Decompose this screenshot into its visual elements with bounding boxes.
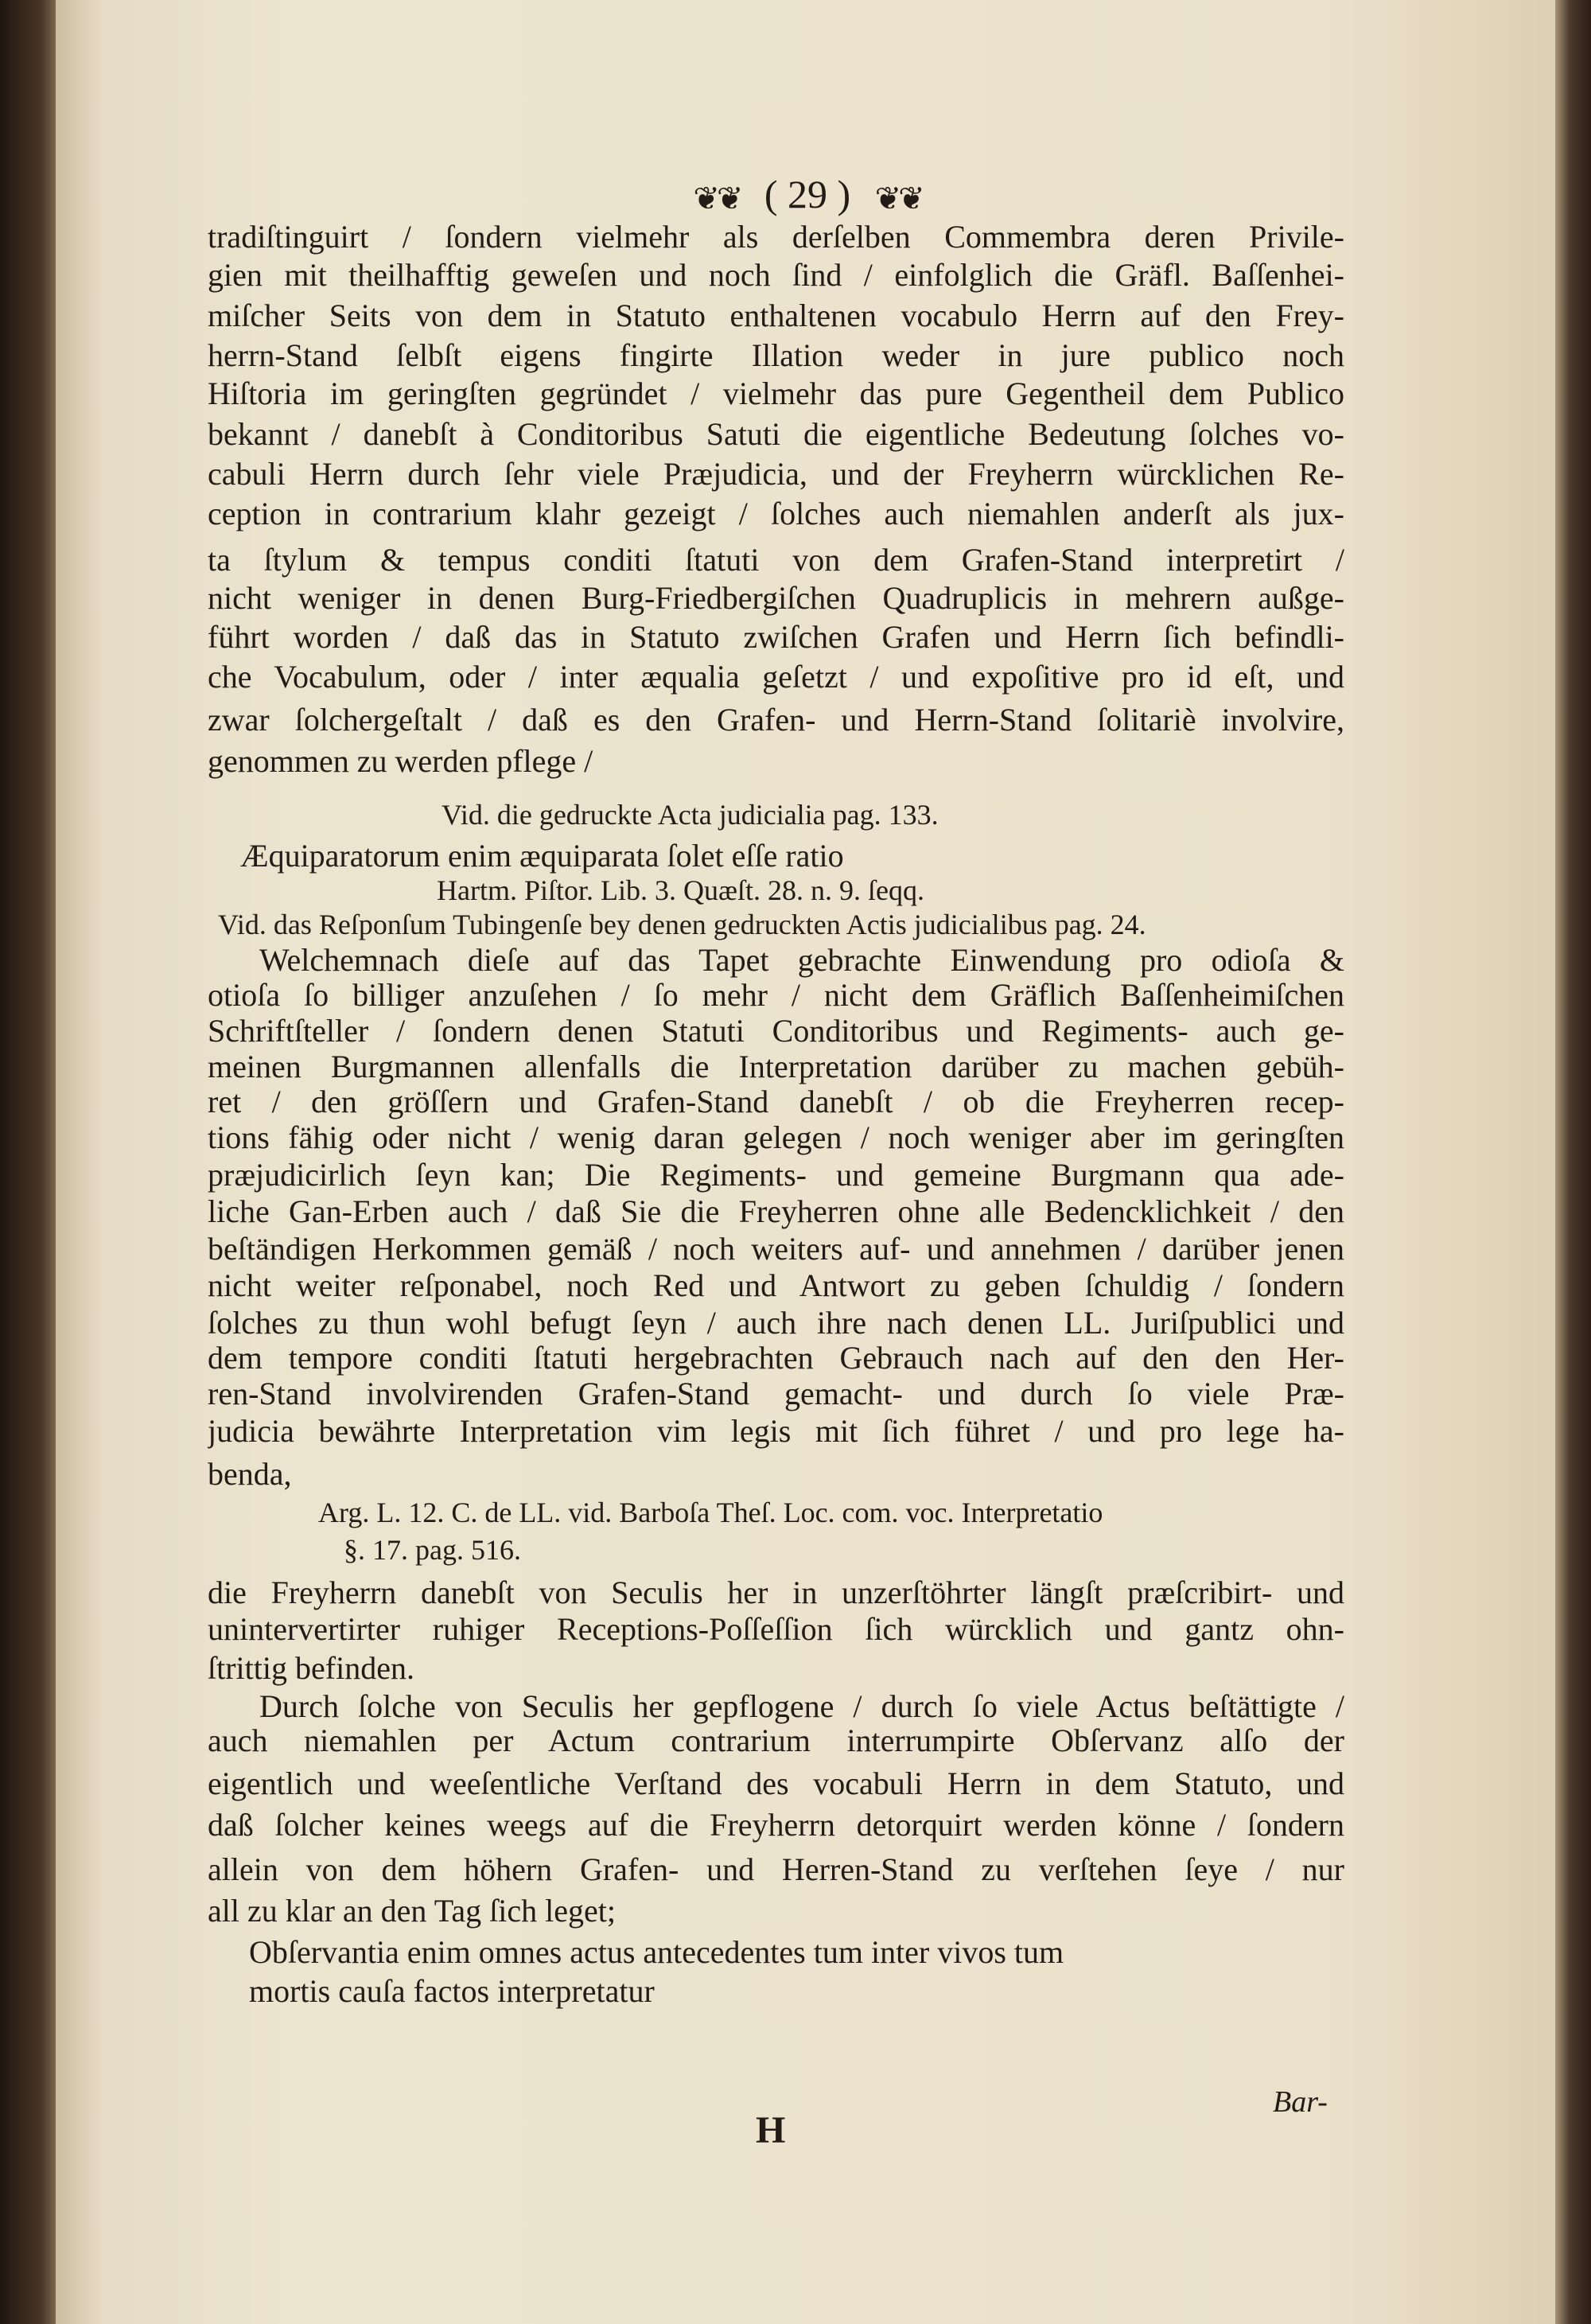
text-line: beſtändigen Herkommen gemäß / noch weiters auf- und annehmen / darüber jenen (208, 1230, 1344, 1267)
text-line: miſcher Seits von dem in Statuto enthaltenen vocabulo Herrn auf den Frey- (208, 297, 1344, 333)
ornament-right-icon: ❦❦ (874, 181, 922, 217)
text-line: Obſervantia enim omnes actus antecedentes tum inter vivos tum (249, 1934, 1064, 1971)
text-line: benda, (208, 1455, 292, 1492)
text-line: meinen Burgmannen allenfalls die Interpretation darüber zu machen gebüh- (208, 1048, 1344, 1084)
text-line: all zu klar an den Tag ſich leget; (208, 1892, 616, 1929)
text-line: Hiſtoria im geringſten gegründet / vielmehr das pure Gegentheil dem Publico (208, 376, 1344, 412)
text-line: ren-Stand involvirenden Grafen-Stand gemacht- und durch ſo viele Præ- (208, 1376, 1344, 1412)
text-line: Durch ſolche von Seculis her gepflogene / durch ſo viele Actus beſtättigte / (259, 1688, 1344, 1725)
text-line: auch niemahlen per Actum contrarium interrumpirte Obſervanz alſo der (208, 1722, 1344, 1758)
text-line: allein von dem höhern Grafen- und Herren-Stand zu verſtehen ſeye / nur (208, 1851, 1344, 1887)
text-line: Æquiparatorum enim æquiparata ſolet eſſe ratio (240, 838, 844, 874)
text-line: che Vocabulum, oder / inter æqualia geſetzt / und expoſitive pro id eſt, und (208, 658, 1344, 695)
citation-line: §. 17. pag. 516. (344, 1533, 521, 1566)
catchword: Bar- (1273, 2085, 1328, 2119)
text-line: ret / den gröſſern und Grafen-Stand danebſt / ob die Freyherren recep- (208, 1084, 1344, 1120)
text-line: liche Gan-Erben auch / daß Sie die Freyherren ohne alle Bedencklichkeit / den (208, 1193, 1344, 1230)
text-line: ſolches zu thun wohl befugt ſeyn / auch ihre nach denen LL. Juriſpublici und (208, 1304, 1344, 1341)
page-header (56, 171, 1559, 217)
text-line: judicia bewährte Interpretation vim legis mit ſich führet / und pro lege ha- (208, 1412, 1344, 1449)
citation-line: Vid. die gedruckte Acta judicialia pag. 133. (442, 799, 939, 831)
ornament-left-icon: ❦❦ (693, 181, 741, 217)
text-line: dem tempore conditi ſtatuti hergebrachten Gebrauch nach auf den den Her- (208, 1340, 1344, 1376)
text-line: führt worden / daß das in Statuto zwiſchen Grafen und Herrn ſich befindli- (208, 618, 1344, 655)
text-line: daß ſolcher keines weegs auf die Freyherrn detorquirt werden könne / ſondern (208, 1806, 1344, 1843)
text-line: tradiſtinguirt / ſondern vielmehr als derſelben Commembra deren Privile- (208, 218, 1344, 255)
text-line: Schriftſteller / ſondern denen Statuti Conditoribus und Regiments- auch ge- (208, 1012, 1344, 1049)
text-line: tions fähig oder nicht / wenig daran gelegen / noch weniger aber im geringſten (208, 1119, 1344, 1156)
signature-mark: H (756, 2109, 786, 2151)
text-line: zwar ſolchergeſtalt / daß es den Grafen- und Herrn-Stand ſolitariè involvire, (208, 701, 1344, 738)
book-page (56, 0, 1559, 2324)
book-spine (0, 0, 60, 2324)
text-line: die Freyherrn danebſt von Seculis her in unzerſtöhrter längſt præſcribirt- und (208, 1574, 1344, 1610)
text-line: ſtrittig befinden. (208, 1649, 414, 1686)
page-edge (1555, 0, 1591, 2324)
text-line: ta ſtylum & tempus conditi ſtatuti von dem Grafen-Stand interpretirt / (208, 541, 1344, 578)
text-line: cabuli Herrn durch ſehr viele Præjudicia, und der Freyherrn würcklichen Re- (208, 455, 1344, 492)
text-line: nicht weniger in denen Burg-Friedbergiſchen Quadruplicis in mehrern außge- (208, 580, 1344, 617)
text-line: herrn-Stand ſelbſt eigens fingirte Illation weder in jure publico noch (208, 337, 1344, 373)
text-line: mortis cauſa factos interpretatur (249, 1972, 655, 2009)
text-line: unintervertirter ruhiger Receptions-Poſſeſſion ſich würcklich und gantz ohn- (208, 1611, 1344, 1648)
citation-line: Arg. L. 12. C. de LL. vid. Barboſa Theſ. Loc. com. voc. Interpretatio (318, 1497, 1103, 1529)
text-line: gien mit theilhafftig geweſen und noch ſind / einfolglich die Gräfl. Baſſenhei- (208, 257, 1344, 294)
page-number: ( 29 ) (764, 172, 851, 216)
text-line: otioſa ſo billiger anzuſehen / ſo mehr / nicht dem Gräflich Baſſenheimiſchen (208, 977, 1344, 1014)
text-line: genommen zu werden pflege / (208, 743, 593, 780)
text-line: bekannt / danebſt à Conditoribus Satuti die eigentliche Bedeutung ſolches vo- (208, 415, 1344, 452)
citation-line: Hartm. Piſtor. Lib. 3. Quæſt. 28. n. 9. ſeqq. (437, 874, 924, 907)
text-line: ception in contrarium klahr gezeigt / ſolches auch niemahlen anderſt als jux- (208, 496, 1344, 532)
text-line: nicht weiter reſponabel, noch Red und Antwort zu geben ſchuldig / ſondern (208, 1267, 1344, 1304)
text-line: eigentlich und weeſentliche Verſtand des vocabuli Herrn in dem Statuto, und (208, 1765, 1344, 1801)
text-line: præjudicirlich ſeyn kan; Die Regiments- und gemeine Burgmann qua ade- (208, 1156, 1344, 1193)
citation-line: Vid. das Reſponſum Tubingenſe bey denen gedruckten Actis judicialibus pag. 24. (218, 908, 1146, 940)
text-line: Welchemnach dieſe auf das Tapet gebrachte Einwendung pro odioſa & (259, 941, 1344, 978)
